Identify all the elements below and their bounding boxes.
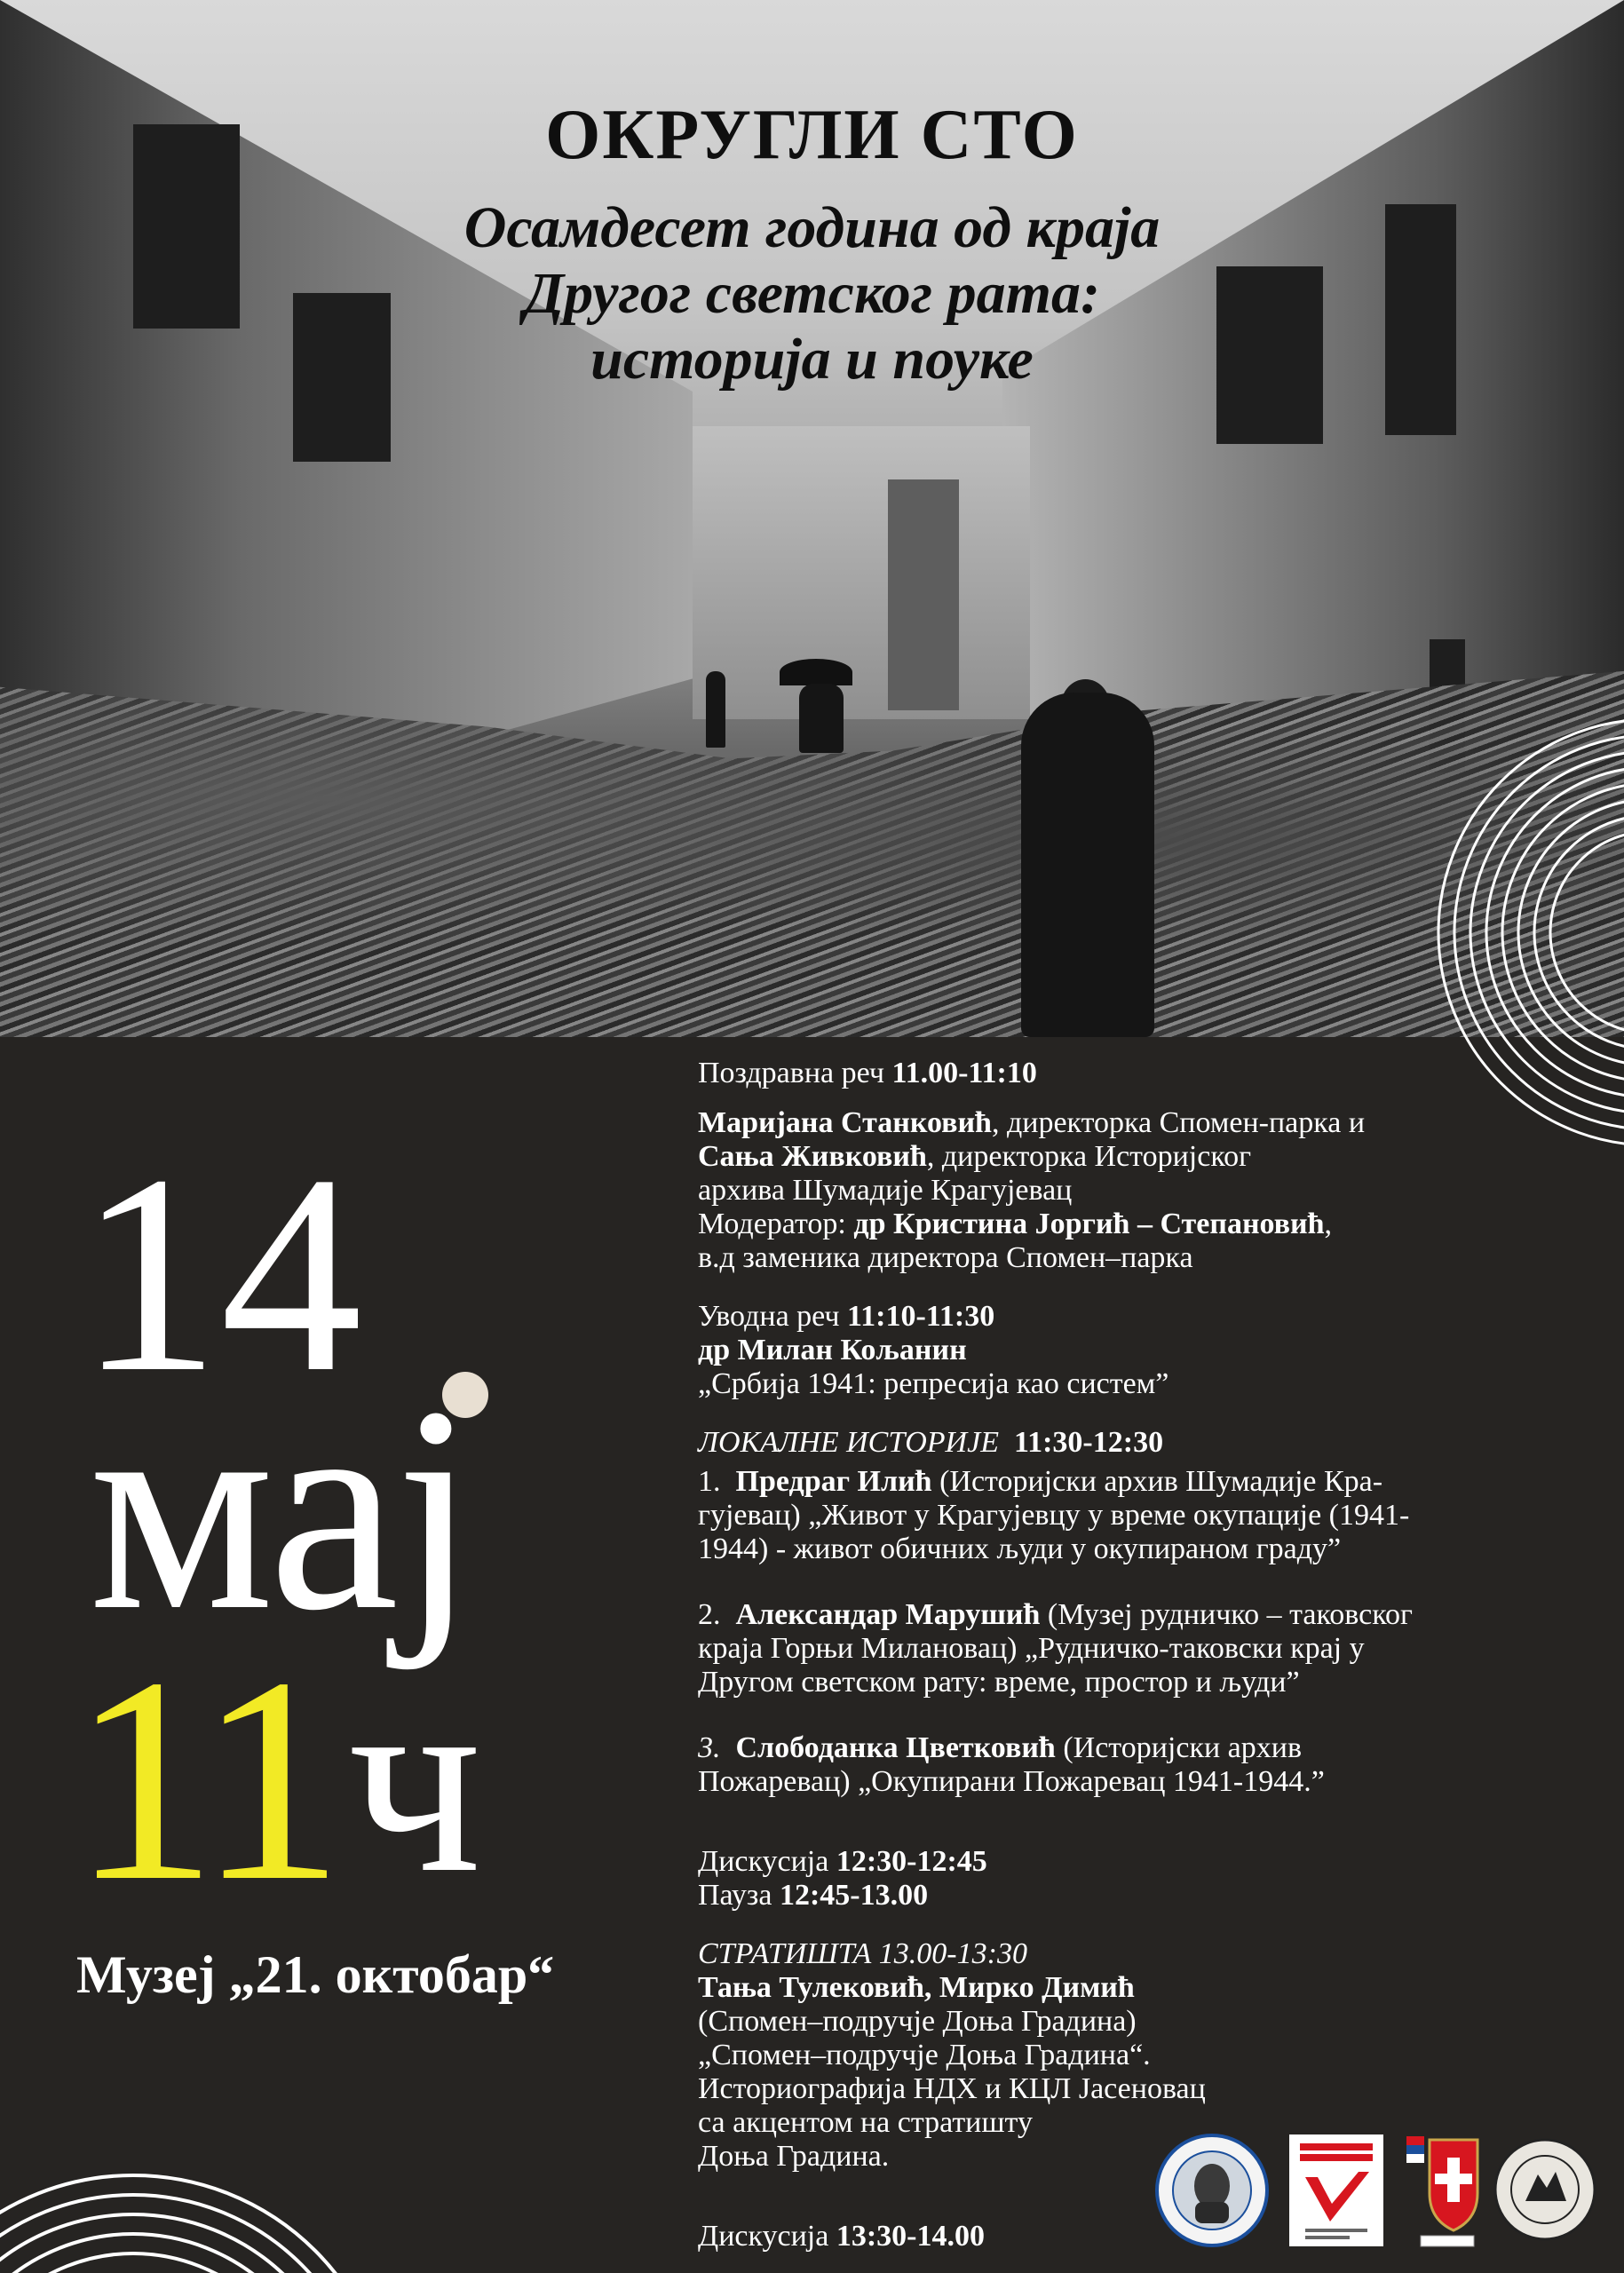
talk-item <box>698 1465 1550 1499</box>
talk-text: (Историјски архив <box>1055 1731 1302 1764</box>
speaker-role: , директорка Спомен-парка и <box>991 1106 1366 1139</box>
talk-text: Пожаревац) „Окупирани Пожаревац 1941-1944.” <box>698 1765 1325 1798</box>
discussion-label: Дискусија <box>698 2220 836 2253</box>
talk-title: „Србија 1941: репресија као систем” <box>698 1367 1169 1400</box>
distant-tower <box>888 479 959 710</box>
local-histories-session <box>698 1426 1550 1799</box>
speaker-names <box>698 1971 1550 2005</box>
talk-text: краја Горњи Милановац) „Рудничко-таковски крај у <box>698 1632 1365 1665</box>
speaker-name: Александар Марушић <box>735 1598 1041 1631</box>
walking-man <box>1021 693 1154 1037</box>
session-time: 11:30-12:30 <box>1013 1426 1164 1459</box>
speaker-name-text: др Милан Кољанин <box>698 1334 967 1366</box>
time-unit: ч <box>348 1633 482 1928</box>
talk-text: (Историјски архив Шумадије Кра- <box>931 1465 1383 1498</box>
distant-person <box>706 671 725 748</box>
speaker-name: Тања Тулековић, Мирко Димић <box>698 1971 1135 2004</box>
talk-text: 1944) - живот обичних људи у окупираном граду” <box>698 1532 1342 1565</box>
welcome-session <box>698 1057 1550 1090</box>
concentric-circles-decoration <box>0 2166 400 2273</box>
talk-text: (Музеј рудничко – таковског <box>1040 1598 1413 1631</box>
moderator-line <box>698 1208 1550 1241</box>
subtitle-line: Осамдесет година од краја <box>463 195 1161 260</box>
session-label: Поздравна реч <box>698 1057 892 1089</box>
discussion-time: 13:30-14.00 <box>836 2220 985 2253</box>
pause-time: 12:45-13.00 <box>779 1879 929 1912</box>
session-time: 11.00-11:10 <box>891 1057 1037 1089</box>
distant-building <box>693 426 1030 719</box>
item-number: 3. <box>698 1731 721 1764</box>
break-block <box>698 1845 1550 1913</box>
talk-text: гујевац) „Живот у Крагујевцу у време окупације (1941- <box>698 1499 1410 1532</box>
welcome-speakers <box>698 1106 1550 1275</box>
pause-line <box>698 1879 1550 1913</box>
session-time: 11:10-11:30 <box>847 1300 995 1333</box>
discussion-line <box>698 1845 1550 1879</box>
talk-text: Доња Градина. <box>698 2140 890 2173</box>
memorial-park-logo <box>1287 2133 1385 2248</box>
subtitle-line: историја и поуке <box>590 327 1034 392</box>
title-subtitle <box>0 195 1624 392</box>
talk-text: (Спомен–подручје Доња Градина) <box>698 2005 1137 2038</box>
umbrella <box>780 659 852 685</box>
section-title: ЛОКАЛНЕ ИСТОРИЈЕ <box>698 1426 999 1459</box>
speaker-name: Маријана Станковић <box>698 1106 992 1139</box>
intro-session <box>698 1300 1550 1401</box>
title-main: ОКРУГЛИ СТО <box>545 96 1079 174</box>
section-title-text: СТРАТИШТА 13.00-13:30 <box>698 1937 1027 1970</box>
partner-logos <box>1154 2124 1598 2257</box>
speaker-line <box>698 1106 1550 1140</box>
speaker-line <box>698 1140 1550 1174</box>
session-header <box>698 1057 1550 1090</box>
session-header <box>698 1426 1550 1460</box>
moderator-name: др Кристина Јоргић – Степановић <box>853 1208 1325 1240</box>
item-number: 2. <box>698 1598 721 1631</box>
talk-text: Историографија НДХ и КЦЛ Јасеновац <box>698 2072 1206 2105</box>
subtitle-line: Другог светског рата: <box>524 261 1100 326</box>
session-header <box>698 1300 1550 1334</box>
speaker-role: , директорка Историјског <box>926 1140 1252 1173</box>
speaker-name: Сања Живковић <box>698 1140 927 1173</box>
speaker-name: Слободанка Цветковић <box>735 1731 1056 1764</box>
moderator-role: в.д заменика директора Спомен–парка <box>698 1241 1193 1274</box>
person-with-umbrella <box>799 684 844 753</box>
talk-item <box>698 1598 1550 1632</box>
speaker-name: Предраг Илић <box>735 1465 932 1498</box>
talk-text: Другом светском рату: време, простор и људи” <box>698 1666 1300 1699</box>
item-number: 1. <box>698 1465 721 1498</box>
program <box>698 1057 1550 2269</box>
discussion-time: 12:30-12:45 <box>836 1845 987 1878</box>
poster-title <box>0 96 1624 392</box>
talk-text: „Спомен–подручје Доња Градина“. <box>698 2039 1151 2071</box>
moderator-label: Модератор: <box>698 1208 854 1240</box>
kragujevac-coat-of-arms <box>1403 2131 1483 2251</box>
date-day: 14 <box>78 1117 362 1431</box>
date-month: мај <box>89 1347 473 1671</box>
discussion-label: Дискусија <box>698 1845 836 1878</box>
tesla-association-logo <box>1154 2133 1270 2248</box>
punctuation: , <box>1324 1208 1333 1240</box>
section-title <box>698 1937 1550 1971</box>
historical-archive-logo <box>1492 2134 1598 2245</box>
session-label: Уводна реч <box>698 1300 848 1333</box>
pause-label: Пауза <box>698 1879 780 1912</box>
venue: Музеј „21. октобар“ <box>76 1945 555 2004</box>
talk-text: са акцентом на стратишту <box>698 2106 1033 2139</box>
speaker-name <box>698 1334 1550 1367</box>
speaker-role-cont: архива Шумадије Крагујевац <box>698 1174 1073 1207</box>
talk-item <box>698 1731 1550 1765</box>
time-hour: 11 <box>71 1618 336 1942</box>
